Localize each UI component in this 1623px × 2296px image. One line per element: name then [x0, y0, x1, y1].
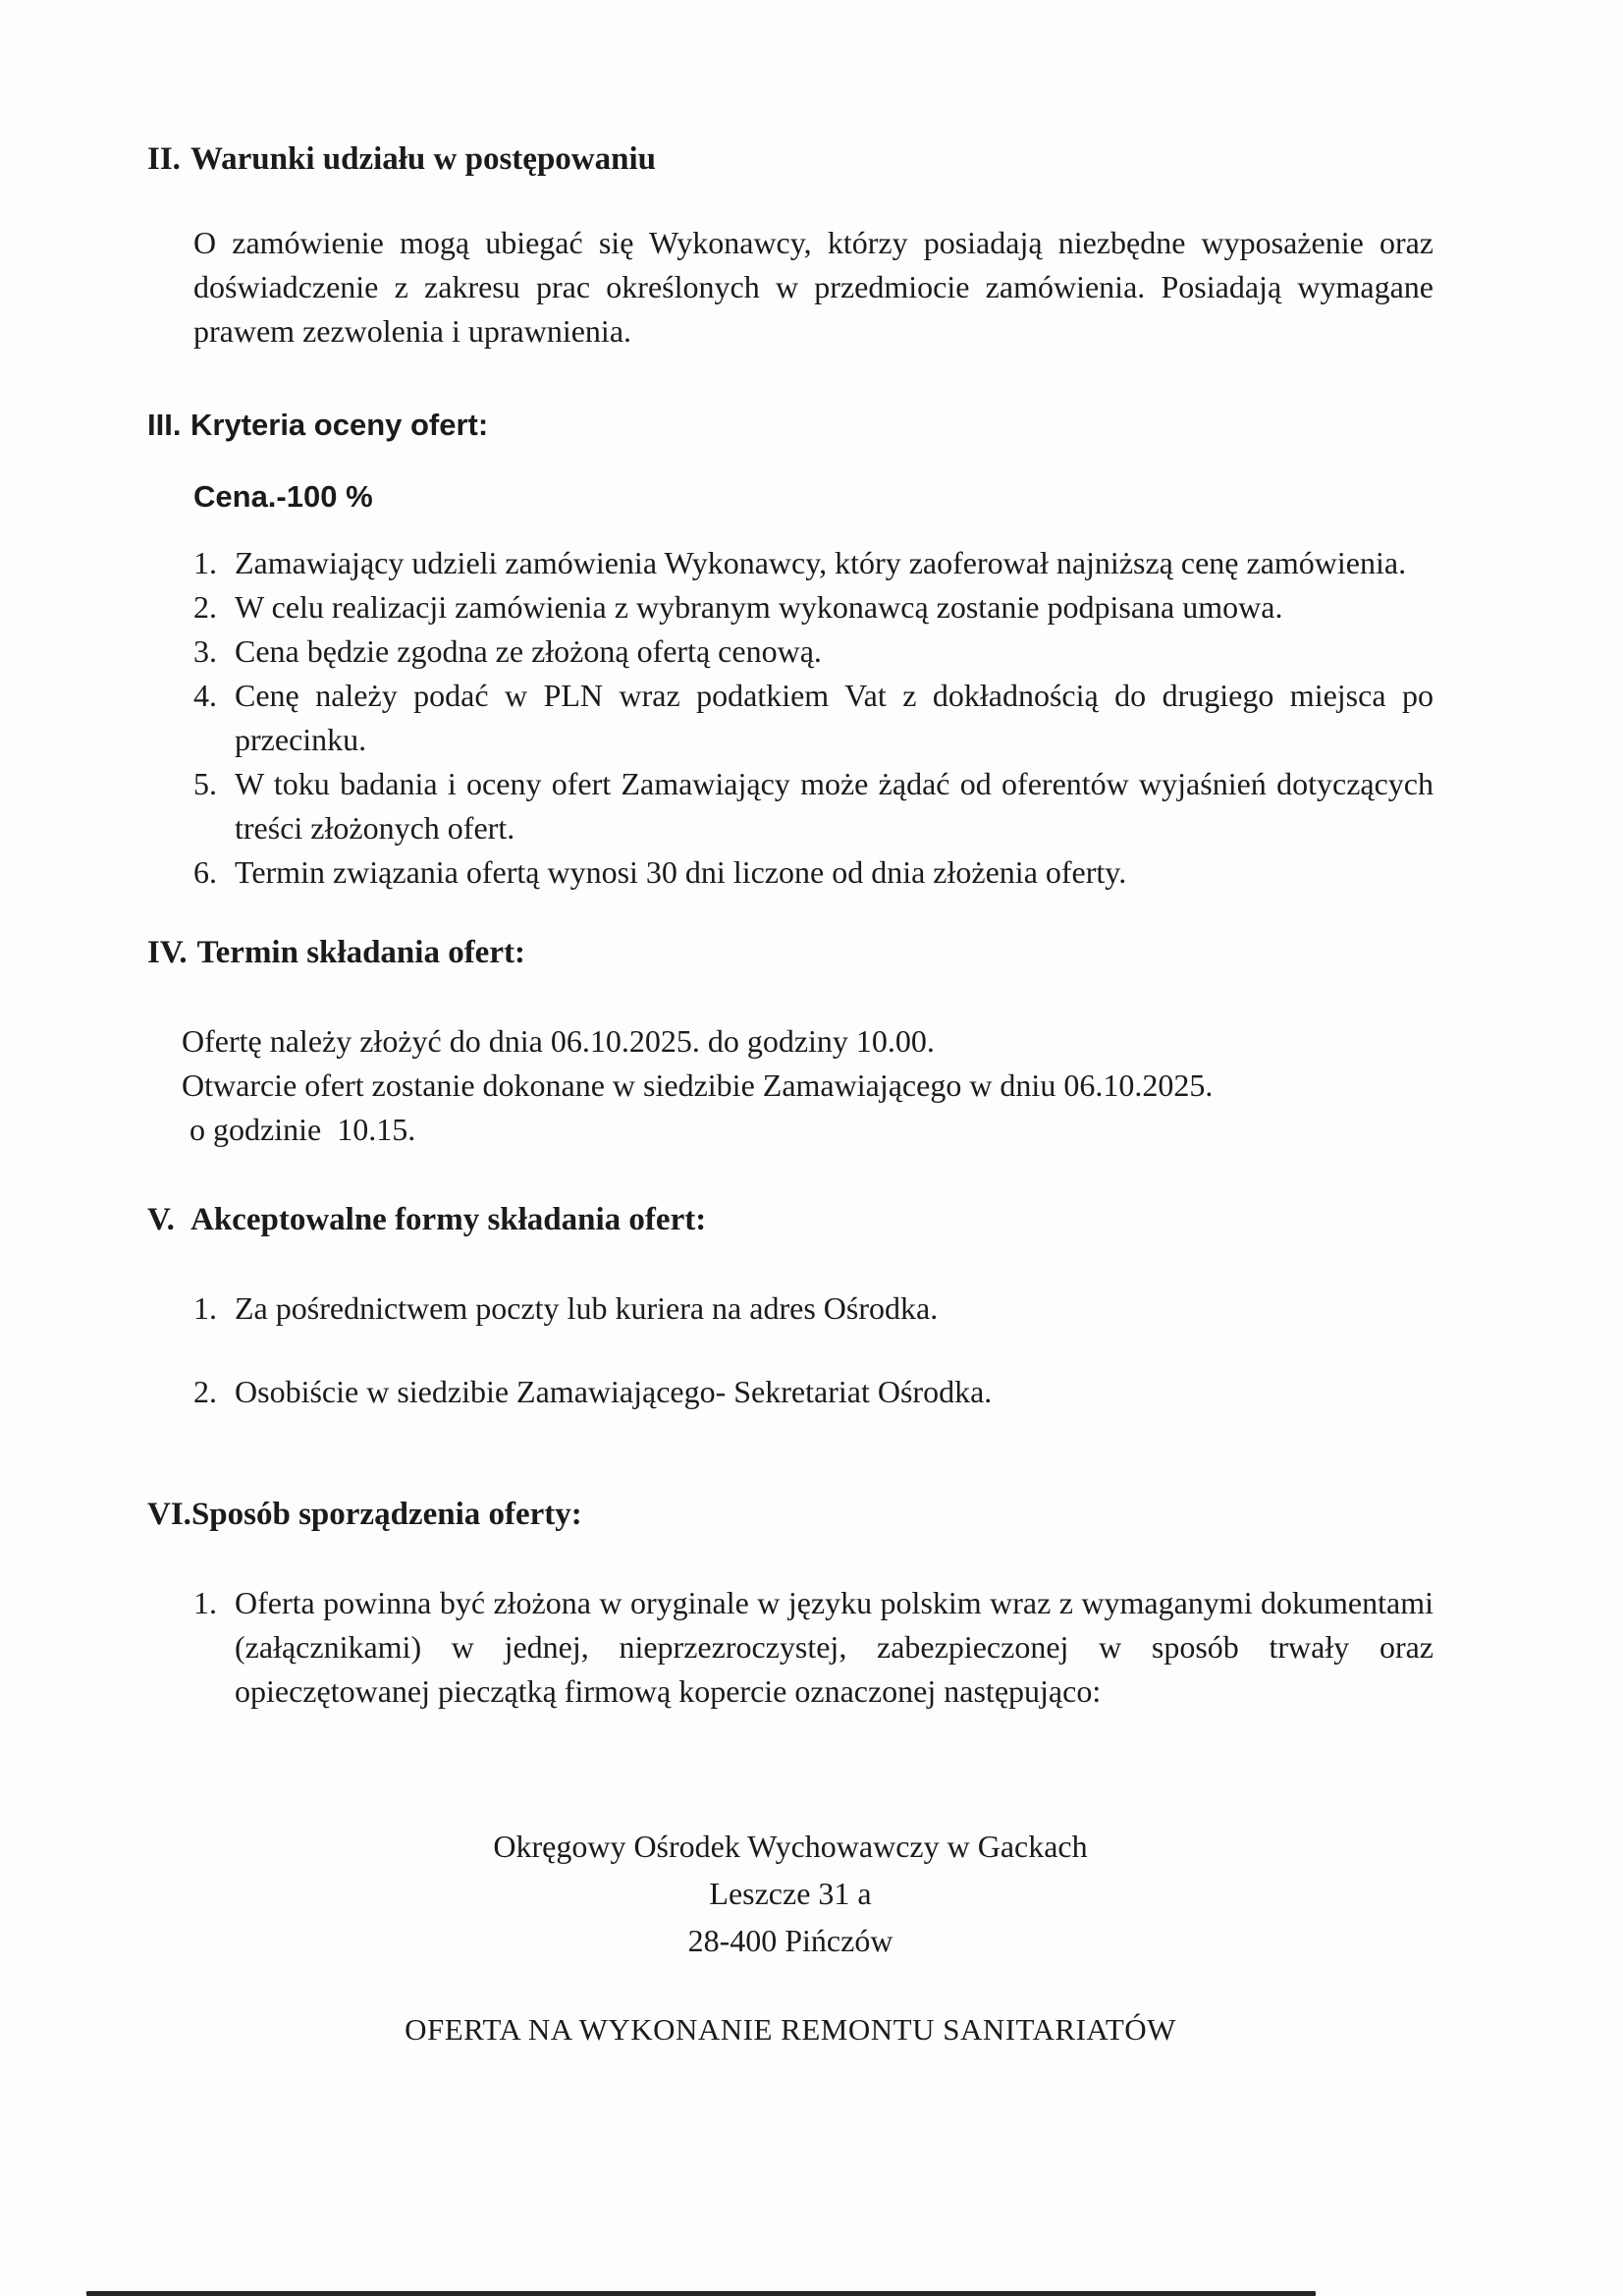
- section-iv-heading: [147, 931, 1434, 975]
- item-text: Cenę należy podać w PLN wraz podatkiem Vat z dokładnością do drugiego miejsca po przecinku.: [235, 678, 1434, 757]
- item-text: Cena będzie zgodna ze złożoną ofertą cenową.: [235, 633, 822, 669]
- item-number: 3.: [193, 633, 217, 669]
- item-text: Zamawiający udzieli zamówienia Wykonawcy, który zaoferował najniższą cenę zamówienia.: [235, 545, 1407, 580]
- section-iii-number: III.: [147, 408, 182, 442]
- item-number: 5.: [193, 766, 217, 801]
- section-ii-title: Warunki udziału w postępowaniu: [189, 141, 657, 177]
- item-number: 1.: [193, 545, 217, 580]
- numbered-item: [193, 585, 1434, 629]
- section-ii-heading: [147, 137, 1434, 182]
- deadline-lines: [182, 1019, 1434, 1152]
- section-iv-number: IV.: [147, 935, 188, 970]
- section-vi-title: Sposób sporządzenia oferty:: [190, 1497, 582, 1532]
- address-line-city: 28-400 Pińczów: [687, 1923, 893, 1958]
- offer-title-line: OFERTA NA WYKONANIE REMONTU SANITARIATÓW: [405, 2012, 1176, 2047]
- item-number: 2.: [193, 1374, 217, 1409]
- item-number: 2.: [193, 589, 217, 625]
- section-ii-paragraph: O zamówienie mogą ubiegać się Wykonawcy, którzy posiadają niezbędne wyposażenie oraz doświadczenie z zakresu prac określonych w przedmiocie zamówienia. Posiadają wymagane prawem zezwolenia i uprawnienia.: [193, 225, 1434, 349]
- deadline-line: Ofertę należy złożyć do dnia 06.10.2025. do godziny 10.00.: [182, 1023, 935, 1059]
- numbered-item: [193, 541, 1434, 585]
- criteria-price-subheading: Cena.-100 %: [193, 479, 373, 514]
- section-iii-list: [193, 541, 1434, 895]
- envelope-address: [147, 1823, 1434, 1964]
- item-text: Termin związania ofertą wynosi 30 dni liczone od dnia złożenia oferty.: [235, 854, 1127, 890]
- section-vi-heading: [147, 1493, 1434, 1537]
- item-text: W toku badania i oceny ofert Zamawiający może żądać od oferentów wyjaśnień dotyczących treści złożonych ofert.: [235, 766, 1434, 846]
- deadline-line: o godzinie 10.15.: [182, 1112, 416, 1147]
- item-number: 1.: [193, 1290, 217, 1326]
- section-v-title: Akceptowalne formy składania ofert:: [190, 1202, 707, 1237]
- item-number: 1.: [193, 1585, 217, 1620]
- numbered-item: [193, 674, 1434, 762]
- address-line-institution: Okręgowy Ośrodek Wychowawczy w Gackach: [493, 1829, 1088, 1864]
- section-v-heading: [147, 1198, 1434, 1242]
- section-v-number: V.: [147, 1202, 175, 1237]
- section-vi-number: VI.: [147, 1497, 191, 1532]
- numbered-item: [193, 1286, 1434, 1331]
- section-vi-list: [193, 1581, 1434, 1714]
- bottom-scan-artifact: [86, 2291, 1316, 2296]
- section-iv-title: Termin składania ofert:: [196, 935, 525, 970]
- section-iii-title: Kryteria oceny ofert:: [190, 408, 489, 442]
- item-text: Oferta powinna być złożona w oryginale w języku polskim wraz z wymaganymi dokumentami (załącznikami) w jednej, nieprzezroczystej, zabezpieczonej w sposób trwały oraz opieczętowanej pieczątką firmową kopercie oznaczonej następująco:: [235, 1585, 1434, 1709]
- numbered-item: [193, 629, 1434, 674]
- numbered-item: [193, 1581, 1434, 1714]
- numbered-item: [193, 762, 1434, 850]
- item-text: Osobiście w siedzibie Zamawiającego- Sekretariat Ośrodka.: [235, 1374, 993, 1409]
- section-v-list: [193, 1286, 1434, 1414]
- item-text: Za pośrednictwem poczty lub kuriera na adres Ośrodka.: [235, 1290, 939, 1326]
- address-line-street: Leszcze 31 a: [709, 1876, 872, 1911]
- numbered-item: [193, 1370, 1434, 1414]
- numbered-item: [193, 850, 1434, 895]
- document-content: [147, 137, 1434, 2051]
- item-number: 4.: [193, 678, 217, 713]
- section-ii-number: II.: [147, 141, 181, 177]
- item-text: W celu realizacji zamówienia z wybranym wykonawcą zostanie podpisana umowa.: [235, 589, 1283, 625]
- item-number: 6.: [193, 854, 217, 890]
- deadline-line: Otwarcie ofert zostanie dokonane w siedzibie Zamawiającego w dniu 06.10.2025.: [182, 1067, 1214, 1103]
- section-iii-heading: [147, 403, 1434, 447]
